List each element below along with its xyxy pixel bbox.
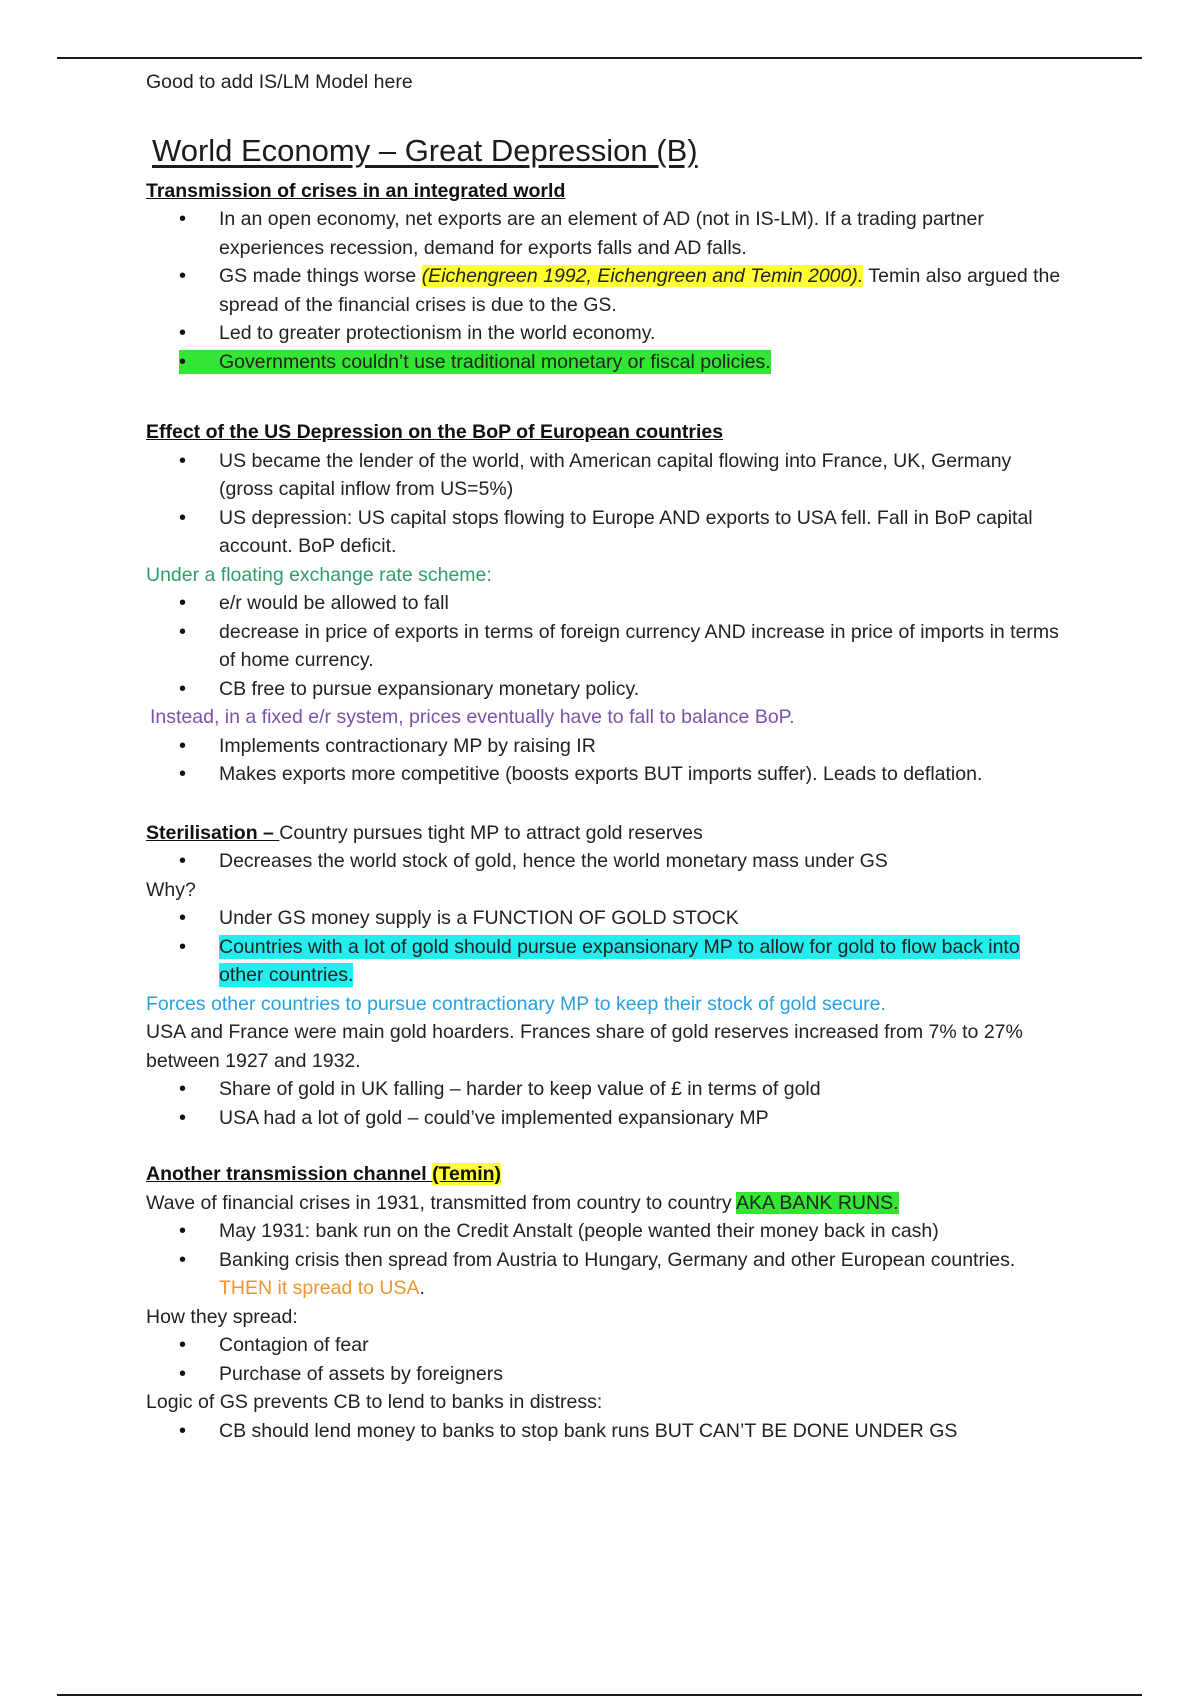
floating-list [146,589,1066,703]
list-item: • Purchase of assets by foreigners [146,1360,1066,1389]
bop-list [146,447,1066,561]
section-heading-transmission: Transmission of crises in an integrated world [146,179,566,202]
list-item: • USA had a lot of gold – could’ve implemented expansionary MP [146,1104,1066,1133]
wave-paragraph [146,1189,1066,1218]
list-item-highlighted [146,933,1066,990]
list-item: • Implements contractionary MP by raising IR [146,732,1066,761]
cyan-highlight: Countries with a lot of gold should pursue expansionary MP to allow for gold to flow back into other countries. [219,935,1020,986]
section-heading-sterilisation: Sterilisation – [146,821,280,844]
list-item: • Share of gold in UK falling – harder to keep value of £ in terms of gold [146,1075,1066,1104]
temin-highlight: (Temin) [432,1163,502,1185]
section-heading-bop: Effect of the US Depression on the BoP of European countries [146,421,724,443]
page-title: World Economy – Great Depression (B) [152,132,698,168]
list-item [146,1246,1066,1303]
list-item: • In an open economy, net exports are an element of AD (not in IS-LM). If a trading partner experiences recession, demand for exports falls and AD falls. [146,205,1066,262]
document-page [146,68,1066,1445]
list-item: • Contagion of fear [146,1331,1066,1360]
green-highlight: Governments couldn’t use traditional monetary or fiscal policies. [179,350,771,374]
top-note: Good to add IS/LM Model here [146,71,413,93]
logic-label: Logic of GS prevents CB to lend to banks in distress: [146,1391,603,1413]
list-item: • May 1931: bank run on the Credit Anstalt (people wanted their money back in cash) [146,1217,1066,1246]
section-heading-another-channel: Another transmission channel [146,1163,433,1185]
sterilisation-definition: Country pursues tight MP to attract gold reserves [279,821,703,844]
how-spread-label: How they spread: [146,1305,298,1328]
bank-run-list [146,1217,1066,1303]
bullet-text: . [419,1277,425,1299]
list-item: • Under GS money supply is a FUNCTION OF GOLD STOCK [146,904,1066,933]
why-label: Why? [146,878,196,901]
usa-france-paragraph: USA and France were main gold hoarders. Frances share of gold reserves increased from 7% to 27% between 1927 and 1932. [146,1021,1023,1072]
list-item: • Makes exports more competitive (boosts exports BUT imports suffer). Leads to deflation. [146,760,1066,789]
fixed-label: Instead, in a fixed e/r system, prices eventually have to fall to balance BoP. [150,706,795,728]
fixed-list [146,732,1066,789]
list-item: • US became the lender of the world, with American capital flowing into France, UK, Germany (gross capital inflow from US=5%) [146,447,1066,504]
list-item: • Decreases the world stock of gold, hence the world monetary mass under GS [146,847,1066,876]
bullet-text: Banking crisis then spread from Austria to Hungary, Germany and other European countries. [219,1248,1016,1271]
how-spread-list [146,1331,1066,1388]
orange-note: THEN it spread to USA [219,1277,420,1299]
citation-highlight: (Eichengreen 1992, Eichengreen and Temin 2000). [421,265,864,287]
top-divider [57,57,1142,59]
list-item: • e/r would be allowed to fall [146,589,1066,618]
bullet-text: GS made things worse [219,265,422,287]
wave-text: Wave of financial crises in 1931, transmitted from country to country [146,1191,736,1214]
why-list [146,904,1066,990]
list-item: • decrease in price of exports in terms of foreign currency AND increase in price of imports in terms of home currency. [146,618,1066,675]
sterilisation-line [146,819,1066,848]
list-item: • Led to greater protectionism in the world economy. [146,319,1066,348]
gold-list [146,1075,1066,1132]
bottom-divider [57,1694,1142,1696]
forces-note: Forces other countries to pursue contractionary MP to keep their stock of gold secure. [146,992,886,1015]
bank-runs-highlight: AKA BANK RUNS. [735,1191,899,1214]
floating-label: Under a floating exchange rate scheme: [146,563,492,586]
list-item: • CB free to pursue expansionary monetary policy. [146,675,1066,704]
logic-list [146,1417,1066,1446]
list-item [146,262,1066,319]
list-item: • US depression: US capital stops flowing to Europe AND exports to USA fell. Fall in BoP capital account. BoP deficit. [146,504,1066,561]
another-channel-line [146,1160,1066,1189]
list-item: • CB should lend money to banks to stop bank runs BUT CAN’T BE DONE UNDER GS [146,1417,1066,1446]
list-item-highlighted [146,348,1066,377]
sterilisation-list [146,847,1066,876]
bullet-text: Temin also argued the spread of the financial crises is due to the GS. [219,265,1061,316]
transmission-list [146,205,1066,376]
